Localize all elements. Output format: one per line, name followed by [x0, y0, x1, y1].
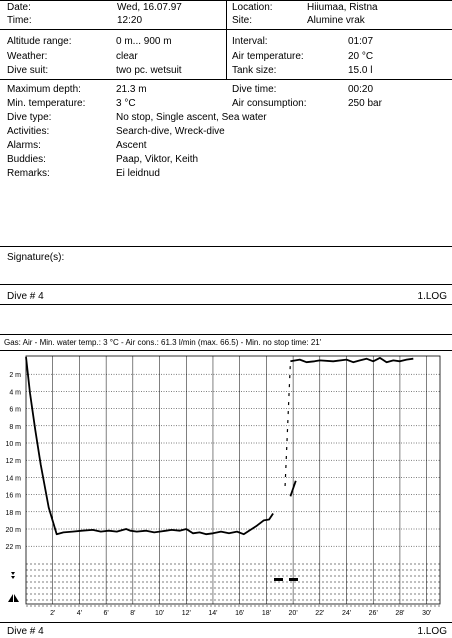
remarks-value: Ei leidnud	[116, 168, 160, 179]
ascent-rate-icon	[8, 594, 19, 602]
y-tick-label: 4 m	[9, 389, 21, 397]
y-tick-label: 20 m	[5, 527, 21, 534]
y-tick-label: 10 m	[5, 441, 21, 448]
double-chevron-icon	[11, 572, 15, 579]
y-tick-label: 2 m	[9, 372, 21, 380]
y-tick-label: 12 m	[5, 458, 21, 466]
divetype-value: No stop, Single ascent, Sea water	[116, 112, 267, 123]
weather-label: Weather:	[7, 51, 48, 62]
x-tick-label: 4'	[76, 610, 83, 617]
depth-series-line	[290, 358, 413, 362]
location-label: Location:	[232, 2, 273, 13]
aircons-label: Air consumption:	[232, 98, 307, 109]
y-tick-label: 18 m	[5, 509, 21, 517]
weather-value: clear	[116, 51, 138, 62]
aircons-value: 250 bar	[348, 98, 382, 109]
x-tick-label: 8'	[130, 610, 136, 617]
ascent-dashed-segment	[285, 361, 290, 486]
tank-value: 15.0 l	[348, 65, 373, 76]
divetime-value: 00:20	[348, 84, 374, 95]
time-label: Time:	[7, 15, 32, 26]
x-tick-label: 26'	[368, 610, 378, 617]
maxdepth-label: Maximum depth:	[7, 84, 81, 95]
time-value: 12:20	[117, 15, 143, 26]
x-tick-label: 16'	[235, 610, 245, 617]
interval-value: 01:07	[348, 36, 374, 47]
alarms-value: Ascent	[116, 140, 147, 151]
depth-series-line	[26, 357, 273, 534]
altitude-value: 0 m... 900 m	[116, 36, 172, 47]
footer2-file-name: 1.LOG	[417, 626, 447, 637]
y-axis-ticks	[5, 372, 21, 551]
gas-summary-line: Gas: Air - Min. water temp.: 3 °C - Air cons.: 61.3 l/min (max. 66.5) - Min. no stop time: 21'	[4, 338, 322, 347]
x-tick-label: 12'	[181, 610, 191, 617]
airtemp-label: Air temperature:	[232, 51, 304, 62]
y-tick-label: 16 m	[5, 492, 21, 500]
footer-file-name: 1.LOG	[417, 291, 447, 302]
divetype-label: Dive type:	[7, 112, 52, 123]
x-tick-label: 2'	[50, 610, 56, 617]
y-tick-label: 6 m	[9, 406, 21, 414]
date-label: Date:	[7, 2, 31, 13]
x-tick-label: 28'	[395, 610, 405, 617]
activities-label: Activities:	[7, 126, 50, 137]
x-tick-label: 14'	[208, 610, 218, 617]
y-tick-label: 8 m	[9, 423, 21, 431]
suit-label: Dive suit:	[7, 65, 49, 76]
activities-value: Search-dive, Wreck-dive	[116, 126, 225, 137]
signature-label: Signature(s):	[7, 252, 65, 263]
alarms-label: Alarms:	[7, 140, 41, 151]
ascent-warning-marker	[283, 578, 289, 581]
x-tick-label: 24'	[341, 610, 352, 617]
x-tick-label: 10'	[154, 610, 165, 617]
dive-profile-chart	[0, 350, 452, 622]
altitude-label: Altitude range:	[7, 36, 72, 47]
x-axis-ticks	[50, 610, 431, 617]
footer-dive-number: Dive # 4	[7, 291, 44, 302]
x-tick-label: 18'	[261, 610, 271, 617]
x-tick-label: 22'	[315, 610, 325, 617]
x-tick-label: 20'	[288, 610, 298, 617]
suit-value: two pc. wetsuit	[116, 65, 182, 76]
mintemp-label: Min. temperature:	[7, 98, 86, 109]
tank-label: Tank size:	[232, 65, 277, 76]
interval-label: Interval:	[232, 36, 268, 47]
site-value: Alumine vrak	[307, 15, 365, 26]
buddies-label: Buddies:	[7, 154, 46, 165]
depth-profile-lines	[26, 357, 413, 534]
buddies-value: Paap, Viktor, Keith	[116, 154, 199, 165]
site-label: Site:	[232, 15, 253, 26]
location-value: Hiiumaa, Ristna	[307, 2, 378, 13]
mintemp-value: 3 °C	[116, 98, 136, 109]
footer2-dive-number: Dive # 4	[7, 626, 44, 637]
x-tick-label: 30'	[422, 610, 432, 617]
remarks-label: Remarks:	[7, 168, 50, 179]
airtemp-value: 20 °C	[348, 51, 374, 62]
x-tick-label: 6'	[103, 610, 109, 617]
y-tick-label: 22 m	[5, 544, 21, 552]
chart-markers	[8, 564, 440, 606]
maxdepth-value: 21.3 m	[116, 84, 147, 95]
plot-frame	[26, 356, 440, 604]
divetime-label: Dive time:	[232, 84, 277, 95]
chart-grid	[26, 356, 440, 604]
date-value: Wed, 16.07.97	[117, 2, 182, 13]
y-tick-label: 14 m	[5, 475, 21, 483]
